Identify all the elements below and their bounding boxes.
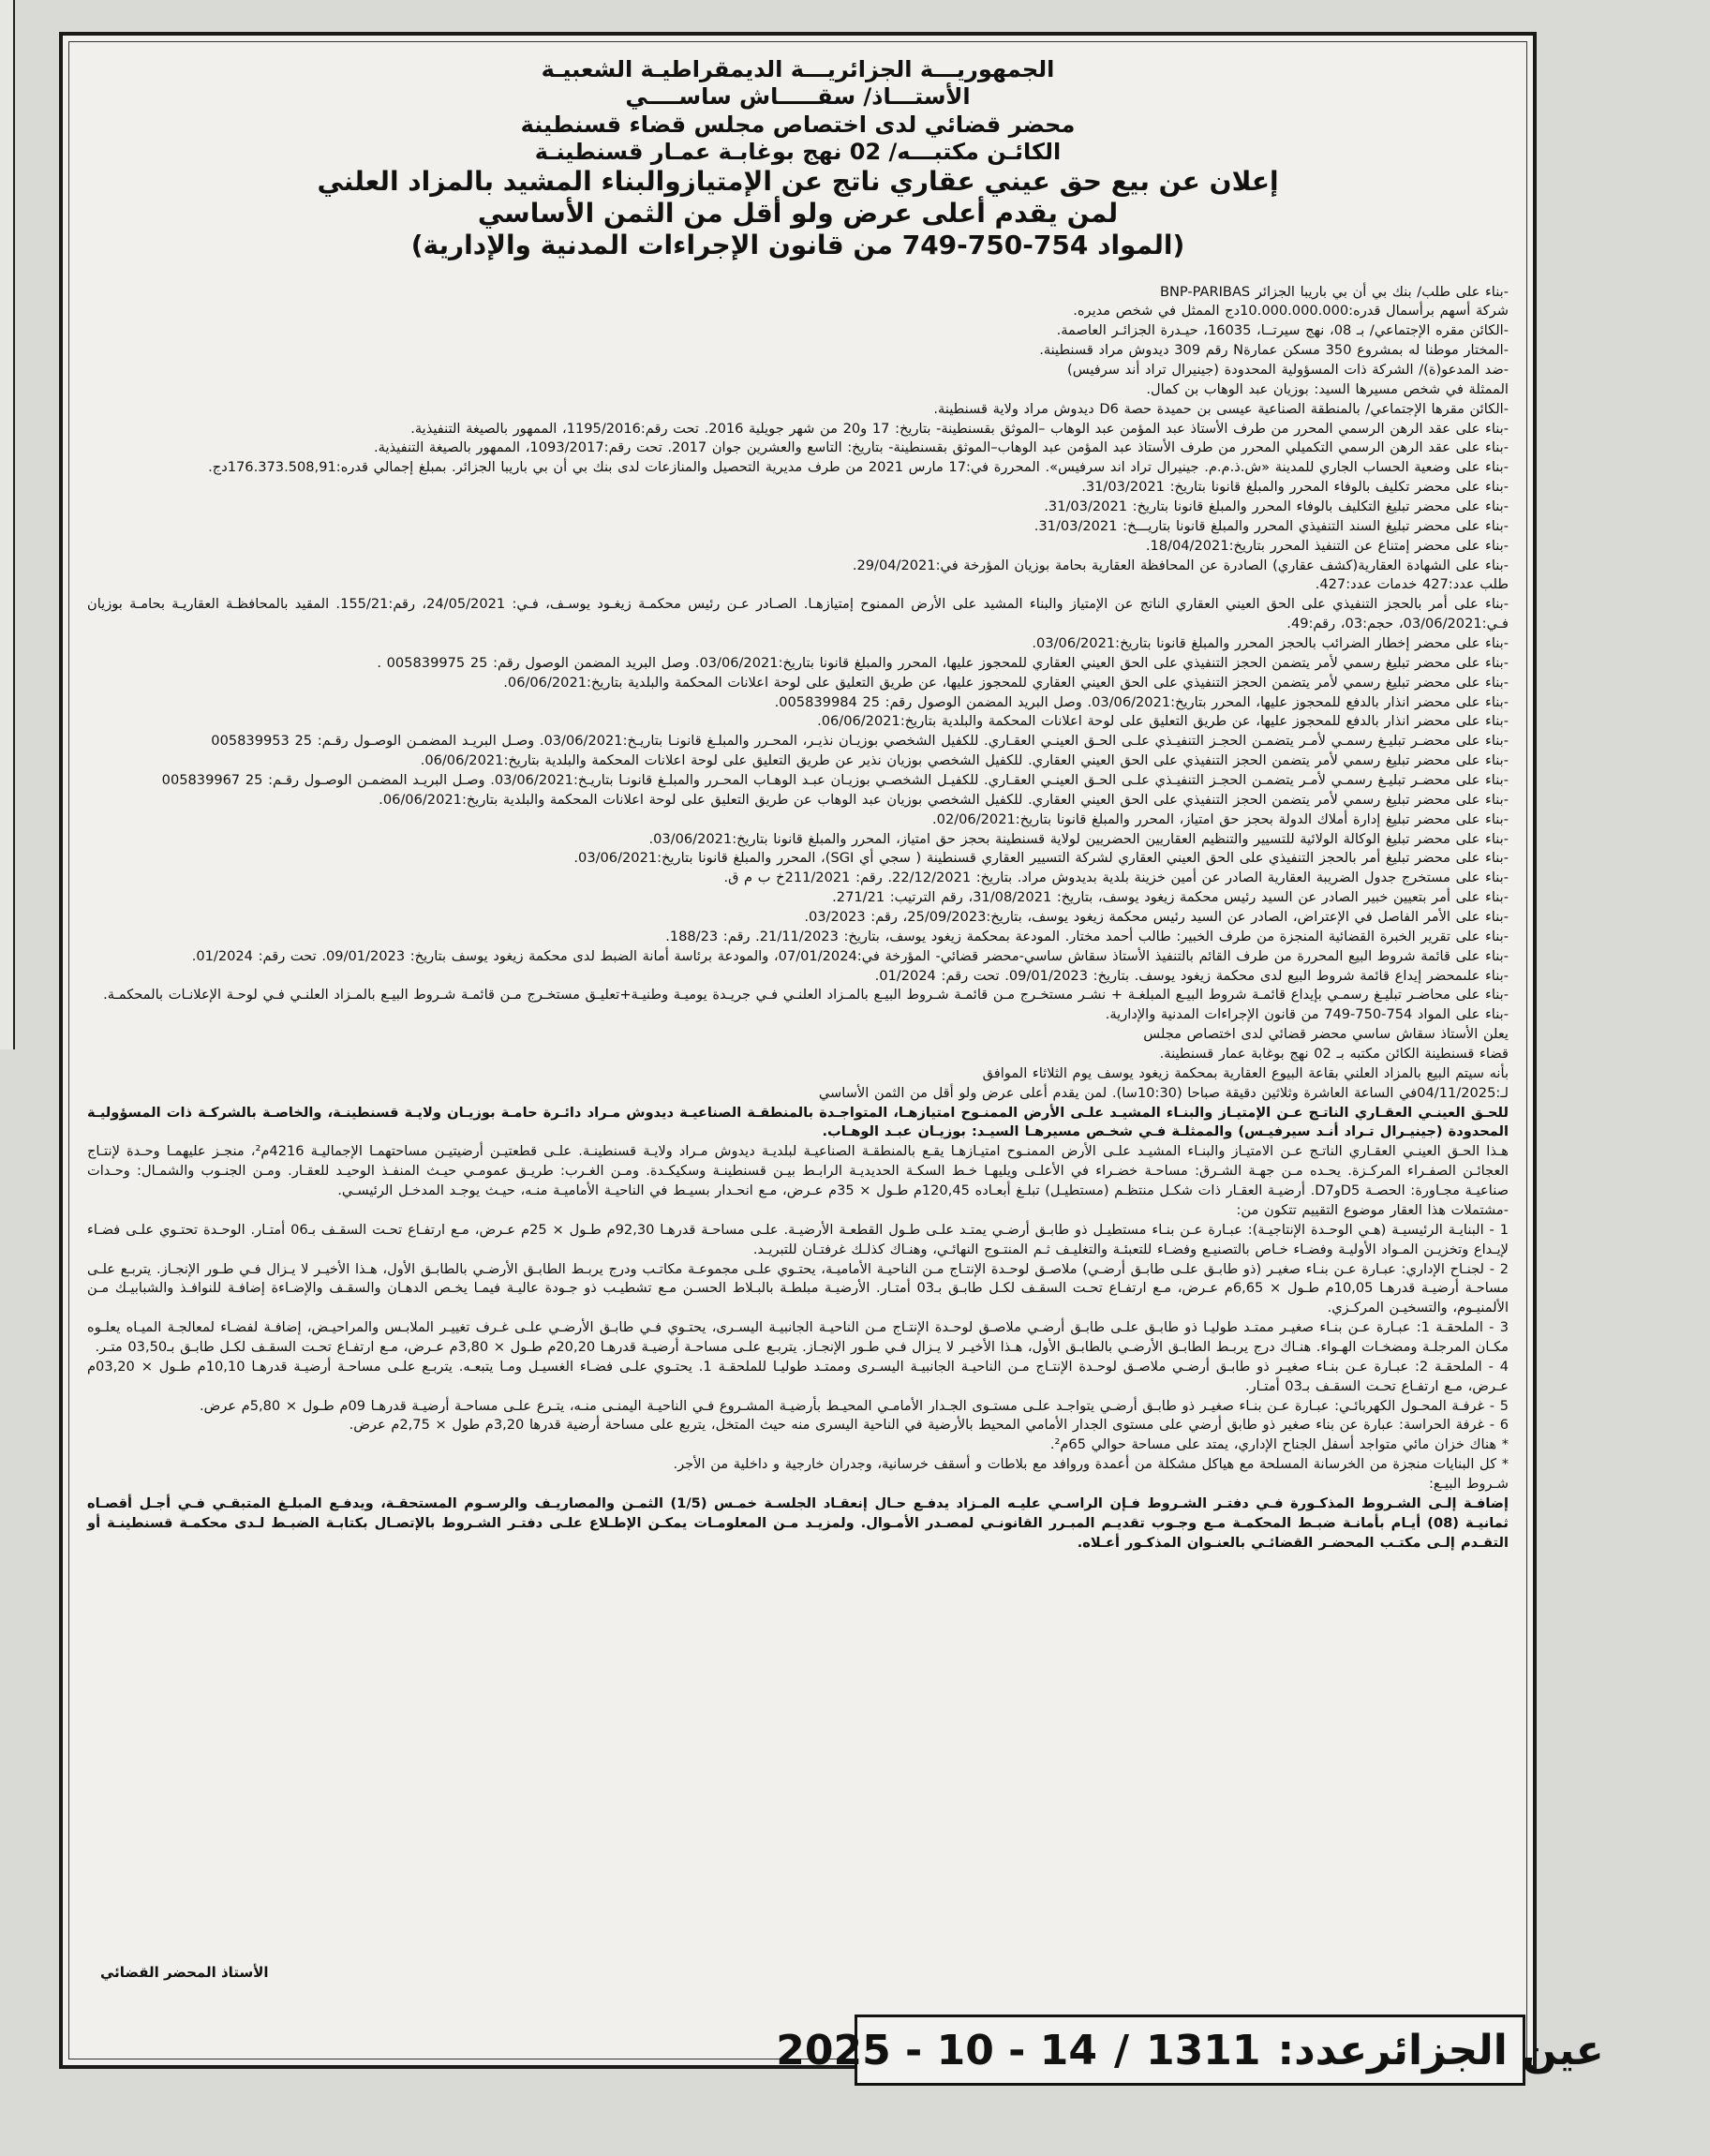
notice-paragraph: -بناء على محضر تبليغ رسمي لأمر يتضمن الحجز التنفيذي على الحق العيني العقاري. للكفيل الشخصي بوزيان نذير عن طريق التعليق على لوحة اعلانات المحكمة والبلدية بتاريخ:06/06/2021. [420, 752, 1509, 769]
notice-paragraph: -بناء على محضر تبليغ التكليف بالوفاء المحرر والمبلغ قانونا بتاريخ: 31/03/2021. [1044, 498, 1509, 514]
notice-paragraph: طلب عدد:427 خدمات عدد:427. [1315, 576, 1509, 593]
notice-paragraph: -بناء على مستخرج جدول الضريبة العقارية الصادر عن أمين خزينة بلدية بديدوش مراد. بتاريخ: 22/12/2021. رقم: 211/2021خ ب م ق. [723, 870, 1509, 886]
notice-paragraph: 6 - غرفة الحراسة: عبارة عن بناء صغير ذو طابق أرضي على مستوى الجدار الأمامي المحيط بالأرضية في الناحية اليسرى منه حيث المتخل، يتربع على مساحة أرضية قدرها 3,20م طول × 2,75م عرض. [349, 1417, 1509, 1434]
notice-paragraph: 5 - غرفـة المحـول الكهربائـي: عبـارة عـن بنـاء صغيـر ذو طابـق أرضـي يتواجـد علـى مستـوى الجـدار الأمامـي المحيـط بأرضيـة المشـروع فـي الناحيـة اليمنـى منـه، يتـرع علـى مساحـة أرضيـة قدرهـا 09م طـول × 5,80م عرض. [200, 1397, 1509, 1414]
notice-paragraph: إضافـة إلـى الشـروط المذكـورة فـي دفتـر الشـروط فـإن الراسـي عليـه المـزاد يدفـع حـال إنعقـاد الجلسـة خمـس (1/5) الثمـن والمصاريـف والرسـوم المستحقـة، ويدفـع المبلـغ المتبقـي فـي أجـل أقصـاه ثمانيـة (08) أيـام بأمانـة ضبـط المحكمـة مـع وجـوب تقديـم المبـرر القانونـي لمصـدر الأمـوال. ولمزيـد مـن المعلومـات يمكـن الإطـلاع علـى دفتـر الشـروط بالإتصـال بكتابـة الضبـط لـدى محكمـة قسنطينـة أو التقـدم إلـى مكتـب المحضـر القضائـي بالعنـوان المذكـور أعـلاه. [87, 1494, 1509, 1551]
notice-paragraph: -الكائن مقره الإجتماعي/ بـ 08، نهج سيرتــا، 16035، حيـدرة الجزائـر العاصمة. [1056, 322, 1509, 339]
newspaper-reference-box [776, 2015, 1604, 2086]
header-announcement-title: إعلان عن بيع حق عيني عقاري ناتج عن الإمتيازوالبناء المشيد بالمزاد العلني [317, 166, 1279, 198]
notice-paragraph: * كل البنايات منجزة من الخرسانة المسلحة مع هياكل مشكلة من أعمدة وروافد مع بلاطات و أسقف خرسانية، وجدران خارجية و داخلية من الأجر. [673, 1456, 1509, 1473]
notice-paragraph: -بناء على محاضـر تبليـغ رسمـي بإيداع قائمـة شروط البيـع المبلغـة + نشـر مستخـرج مـن قائمـة شـروط البيـع بالمـزاد العلنـي فـي جريـدة يوميـة وطنيـة+تعليـق مستخـرج مـن قائمـة شـروط البيـع بالمـزاد العلنـي فـي لوحـة الإعلانـات بالمحكمـة. [103, 987, 1509, 1004]
notice-paragraph: شـروط البيـع: [1428, 1475, 1509, 1492]
header-republic: الجمهوريـــة الجزائريـــة الديمقراطيـة الشعبيـة [541, 56, 1055, 82]
notice-paragraph: -بناء على محضر تبليغ الوكالة الولائية للتسيير والتنظيم العقاريين الحضريين لولاية قسنطينة بحجز حق امتياز، المحرر والمبلغ قانونا بتاريخ:03/06/2021. [648, 830, 1509, 847]
newspaper-issue-date: 2025 - 10 - 14 [776, 2026, 1097, 2074]
notice-paragraph: -بناء على طلب/ بنك بي أن بي باريبا الجزائر BNP-PARIBAS [1159, 283, 1509, 300]
notice-paragraph: -الكائن مقرها الإجتماعي/ بالمنطقة الصناعية عيسى بن حميدة حصة D6 ديدوش مراد ولاية قسنطينة. [933, 400, 1509, 417]
notice-paragraph: -مشتملات هذا العقار موضوع التقييم تتكون من: [1236, 1201, 1509, 1218]
notice-paragraph: -بناء على محضر إخطار الضرائب بالحجز المحرر والمبلغ قانونا بتاريخ:03/06/2021. [1032, 635, 1509, 651]
notice-paragraph: هـذا الحـق العينـي العقـاري الناتـج عـن الامتيـاز والبنـاء المشيـد علـى الأرض الممنـوح امتيـازهـا يقـع بالمنطقـة الصناعيـة لبلديـة ديدوش مـراد ولايـة قسنطينـة. علـى قطعتيـن أرضيتيـن مساحتهمـا الإجماليـة 4216م²، منجـز عليهمـا وحـدة لإنتـاج العجائـن الصفـراء المركـزة. يحـده مـن جهـة الشـرق: مساحـة خضـراء في الأعلـى ويليهـا خـط السكـة الحديديـة الرابـط بيـن قسنطينـة وسكيكـدة. ومـن الغـرب: طريـق عمومـي حيـث المنفـذ الوحيـد للعقـار. ومـن الجنـوب والشمـال: وحـدات صناعيـة مجـاورة: الحصـة D5وD7. أرضيـة العقـار ذات شكـل منتظـم (مستطيـل) تبلـغ أبعـاده 120,45م طـول × 35م عـرض، مـع انحـدار بسيـط في الناحيـة الأماميـة منـه، حيـث يوجـد المدخـل الرئيسـي. [87, 1143, 1509, 1199]
notice-paragraph: قضاء قسنطينة الكائن مكتبه بـ 02 نهج بوغابة عمار قسنطينة. [1159, 1046, 1509, 1063]
header-announcement-subtitle: لمن يقدم أعلى عرض ولو أقل من الثمن الأساسي [477, 198, 1119, 230]
issue-separator: / [1113, 2026, 1130, 2074]
notice-paragraph: 4 - الملحقـة 2: عبـارة عـن بنـاء صغيـر ذو طابـق أرضـي ملاصـق لوحـدة الإنتـاج مـن الناحيـة الجانبيـة اليسـرى وممتـد طوليـا للملحقـة 1. يحتـوي علـى فضـاء الغسيـل ومـا يتبعـه. يتربـع علـى مساحـة أرضيـة قدرهـا 10,10م طـول × 03,20م عـرض، مـع ارتفـاع تحـت السقـف بـ03 أمتـار. [87, 1358, 1509, 1394]
notice-paragraph: -بناء على محضر تبليغ رسمي لأمر يتضمن الحجز التنفيذي على الحق العيني العقاري للمحجوز عليها، عن طريق التعليق على لوحة اعلانات المحكمة والبلدية بتاريخ:06/06/2021. [503, 674, 1509, 691]
header-office-address: الكائـن مكتبـــه/ 02 نهج بوغابـة عمـار قسنطينـة [534, 138, 1062, 165]
notice-paragraph: -بناء على أمر بتعيين خبير الصادر عن السيد رئيس محكمة زيغود يوسف، بتاريخ: 31/08/2021، رقم الترتيب: 271/21. [832, 889, 1509, 906]
notice-paragraph: يعلن الأستاذ سقاش ساسي محضر قضائي لدى اختصاص مجلس [1143, 1026, 1509, 1043]
newspaper-issue-number: 1311 [1146, 2026, 1261, 2074]
notice-paragraph: شركة أسهم برأسمال قدره:10.000.000.000دج الممثل في شخص مديره. [1073, 303, 1509, 320]
notice-paragraph: -بناء على وضعية الحساب الجاري للمدينة «ش.ذ.م.م. جينيرال تراد اند سرفيس». المحررة في:17 مارس 2021 من طرف مديرية التحصيل والمنازعات لدى بنك بي أن بي باريبا الجزائر. بمبلغ إجمالي قدره:176.373.508,91دج. [208, 459, 1509, 476]
notice-paragraph: -بناء على محضر تبليغ السند التنفيذي المحرر والمبلغ قانونا بتاريـــخ: 31/03/2021. [1033, 517, 1509, 534]
legal-notice [59, 32, 1537, 2069]
notice-paragraph: 2 - لجنـاح الإداري: عبـارة عـن بنـاء صغيـر (ذو طابـق علـى طابـق أرضـي) ملاصـق لوحـدة الإنتـاج مـن الناحيـة الأماميـة، يحتـوي علـى مجموعـة مكاتـب ودرج يربـط الطابـق الأرضـي بالطابـق الأول، هـذا الأخيـر لا يـزال فـي طـور الإنجـاز. يتربـع علـى مساحـة أرضيـة قدرهـا 10,05م طـول × 6,65م عـرض، مـع ارتفـاع تحـت السقـف لكـل طابـق بـ03 أمتـار. الأرضيـة مبلطـة بالبـلاط الحسـن مـع تشطيـب ذو جـودة عاليـة فيمـا يخـص الدهـان والسقـف والإضـاءة إضافـة للنوافـذ والشبابيـك مـن الألمنيـوم، والتسخيـن المركـزي. [87, 1260, 1509, 1316]
notice-paragraph: 1 - البنايـة الرئيسيـة (هـي الوحـدة الإنتاجيـة): عبـارة عـن بنـاء مستطيـل ذو طابـق أرضـي يمتـد علـى طـول القطعـة الأرضيـة. علـى مساحـة قدرهـا 92,30م طـول × 25م عـرض، مـع ارتفـاع تحـت السقـف بـ06 أمتـار. الوحـدة تحتـوي علـى فضـاء لإيـداع وتخزيـن المـواد الأوليـة وفضـاء خـاص بالتصنيـع وفضـاء للتعبئـة والتغليـف ثـم المنتـوج النهائـي، وهنـاك كذلـك غرفتـان للتبريـد. [87, 1221, 1509, 1257]
notice-paragraph: -بناء على المواد 754-750-749 من قانون الإجراءات المدنية والإدارية. [1105, 1006, 1509, 1023]
header-legal-articles: (المواد 754-750-749 من قانون الإجراءات المدنية والإدارية) [410, 230, 1185, 261]
notice-paragraph: 3 - الملحقـة 1: عبـارة عـن بنـاء صغيـر ممتـد طوليـا ذو طابـق علـى طابـق أرضـي ملاصـق لوحـدة الإنتـاج مـن الناحيـة الجانبيـة اليسـرى، يحتـوي فـي طابـق الأرضـي علـى غـرف تغييـر الملابـس والمراحيـض، إضافـة لفضـاء لمعالجـة الميـاه يعلـوه مكـان المرجلـة ومضخـات الهـواء. هنـاك درج يربـط الطابـق الأرضـي بالطابـق الأول، هـذا الأخيـر لا يـزال فـي طـور الإنجـاز. يتربـع علـى مساحـة أرضيـة قدرهـا 20,20م طـول × 3,80م عـرض، مـع ارتفـاع تحـت السقـف لكـل طابـق بـ03,50 متـر. [87, 1319, 1509, 1355]
notice-body [87, 283, 1509, 1554]
notice-paragraph: -بناء على الأمر الفاصل في الإعتراض، الصادر عن السيد رئيس محكمة زيغود يوسف، بتاريخ:25/09/2023، رقم: 03/2023. [804, 909, 1509, 926]
newspaper-issue-label: عين الجزائرعدد: [1277, 2026, 1604, 2074]
adjacent-column-edge [0, 0, 15, 1049]
notice-paragraph: -بناء على عقد الرهن الرسمي المحرر من طرف الأستاذ عبد المؤمن عبد الوهاب –الموثق بقسنطينة- بتاريخ: 17 و20 من شهر جويلية 2016. تحت رقم:1195/2016، الممهور بالصيغة التنفيذية. [410, 420, 1509, 437]
notice-paragraph: -بناء على محضر إمتناع عن التنفيذ المحرر بتاريخ:18/04/2021. [1145, 537, 1509, 554]
notice-paragraph: -بناء على محضـر تبليـغ رسمـي لأمـر يتضمـن الحجـز التنفيـذي علـى الحـق العينـي العقـاري. للكفيـل الشخصـي بوزيـان عبـد الوهـاب المحـرر والمبلـغ قانونـا بتاريـخ:03/06/2021. وصـل البريـد المضمـن الوصـول رقـم: 25 005839967 [161, 772, 1509, 789]
notice-paragraph: -بناء على الشهادة العقارية(كشف عقاري) الصادرة عن المحافظة العقارية بحامة بوزيان المؤرخة في:29/04/2021. [852, 557, 1509, 573]
notice-paragraph: -بناء على محضر انذار بالدفع للمحجوز عليها، المحرر بتاريخ:03/06/2021. وصل البريد المضمن الوصول رقم: 25 005839984. [774, 693, 1509, 710]
notice-paragraph: بأنه سيتم البيع بالمزاد العلني بقاعة البيوع العقارية بمحكمة زيغود يوسف يوم الثلاثاء الموافق [982, 1064, 1509, 1081]
notice-paragraph: لـ:04/11/2025في الساعة العاشرة وثلاثين دقيقة صباحا (10:30سا). لمن يقدم أعلى عرض ولو أقل من الثمن الأساسي [818, 1084, 1509, 1101]
notice-paragraph: -بناء على محضر تبليغ رسمي لأمر يتضمن الحجز التنفيذي على الحق العيني العقاري للمحجوز عليها، المحرر والمبلغ قانونا بتاريخ:03/06/2021. وصل البريد المضمن الوصول رقم: 25 005839975 . [377, 654, 1509, 671]
notice-paragraph: -بناء علىمحضر إيداع قائمة شروط البيع لدى محكمة زيغود يوسف. بتاريخ: 09/01/2023. تحت رقم: 01/2024. [874, 967, 1509, 984]
notice-paragraph: للحـق العينـي العقـاري الناتـج عـن الإمتيـاز والبنـاء المشيـد علـى الأرض الممنـوح امتيازهـا، المتواجـدة بالمنطقـة الصناعيـة ديدوش مـراد دائـرة حامـة بوزيـان ولايـة قسنطينـة، والخاصـة بالشركـة ذات المسؤوليـة المحدودة (جينيـرال تـراد أنـد سيرفيـس) والممثلـة فـي شخـص مسيرهـا السيـد: بوزيـان عبـد الوهـاب. [87, 1104, 1509, 1140]
notice-paragraph: -بناء على محضر تبليغ إدارة أملاك الدولة بحجز حق امتياز، المحرر والمبلغ قانونا بتاريخ:02/06/2021. [932, 810, 1509, 827]
notice-paragraph: -بناء على أمر بالحجز التنفيذي على الحق العيني العقاري الناتج عن الإمتياز والبناء المشيد على الأرض الممنوح إمتيازهـا. الصـادر عـن رئيس محكمـة زيغـود يوسـف، فـي: 24/05/2021، رقم:155/21. المقيد بالمحافظـة العقاريـة بحامـة بوزيان فـي:03/06/2021، حجم:03، رقم:49. [87, 596, 1509, 632]
notice-header [87, 56, 1509, 262]
signature: الأستاذ المحضر القضائي [100, 1964, 269, 1981]
notice-paragraph: -بناء على محضر انذار بالدفع للمحجوز عليها، عن طريق التعليق على لوحة اعلانات المحكمة والبلدية بتاريخ:06/06/2021. [817, 713, 1509, 730]
notice-paragraph: -ضد المدعو(ة)/ الشركة ذات المسؤولية المحدودة (جينيرال تراد أند سرفيس) [1067, 361, 1509, 378]
notice-paragraph: -بناء على عقد الرهن الرسمي التكميلي المحرر من طرف الأستاذ عبد المؤمن عبد الوهاب–الموثق بقسنطينة- بتاريخ: التاسع والعشرين جوان 2017. تحت رقم:1093/2017، الممهور بالصيغة التنفيذية. [373, 439, 1509, 456]
notice-paragraph: -بناء على تقرير الخبرة القضائية المنجزة من طرف الخبير: طالب أحمد مختار. المودعة بمحكمة زيغود يوسف، بتاريخ: 21/11/2023. رقم: 188/23. [665, 928, 1509, 944]
notice-paragraph: * هناك خزان مائي متواجد أسفل الجناح الإداري، يمتد على مساحة حوالي 65م². [1049, 1436, 1509, 1453]
notice-paragraph: -بناء على محضـر تبليـغ رسمـي لأمـر يتضمـن الحجـز التنفيـذي علـى الحـق العينـي العقـاري. للكفيل الشخصي بوزيـان نذيـر، المحـرر والمبلـغ قانونـا بتاريـخ:03/06/2021. وصـل البريـد المضمـن الوصـول رقـم: 25 005839953 [211, 733, 1509, 750]
notice-paragraph: -المختار موطنا له بمشروع 350 مسكن عمارةN رقم 309 ديدوش مراد قسنطينة. [1039, 342, 1509, 359]
notice-paragraph: -بناء على محضر تكليف بالوفاء المحرر والمبلغ قانونا بتاريخ: 31/03/2021. [1081, 479, 1509, 496]
notice-paragraph: -بناء على محضر تبليغ رسمي لأمر يتضمن الحجز التنفيذي على الحق العيني العقاري. للكفيل الشخصي بوزيان عبد الوهاب عن طريق التعليق على لوحة اعلانات المحكمة والبلدية بتاريخ:06/06/2021. [379, 791, 1509, 808]
header-bailiff-name: الأستـــاذ/ سقـــــاش ساســــي [625, 83, 971, 111]
header-bailiff-title: محضر قضائي لدى اختصاص مجلس قضاء قسنطينة [520, 111, 1076, 138]
notice-paragraph: -بناء على محضر تبليغ أمر بالحجز التنفيذي على الحق العيني العقاري لشركة التسيير العقاري قسنطينة ( سجي أي SGI)، المحرر والمبلغ قانونا بتاريخ:03/06/2021. [573, 850, 1509, 867]
notice-paragraph: -بناء على قائمة شروط البيع المحررة من طرف القائم بالتنفيذ الأستاذ سقاش ساسي-محضر قضائي- المؤرخة في:07/01/2024، والمودعة برئاسة أمانة الضبط لدى محكمة زيغود يوسف بتاريخ: 09/01/2023. تحت رقم: 01/2024. [191, 947, 1509, 964]
notice-paragraph: الممثلة في شخص مسيرها السيد: بوزيان عبد الوهاب بن كمال. [1146, 380, 1509, 397]
